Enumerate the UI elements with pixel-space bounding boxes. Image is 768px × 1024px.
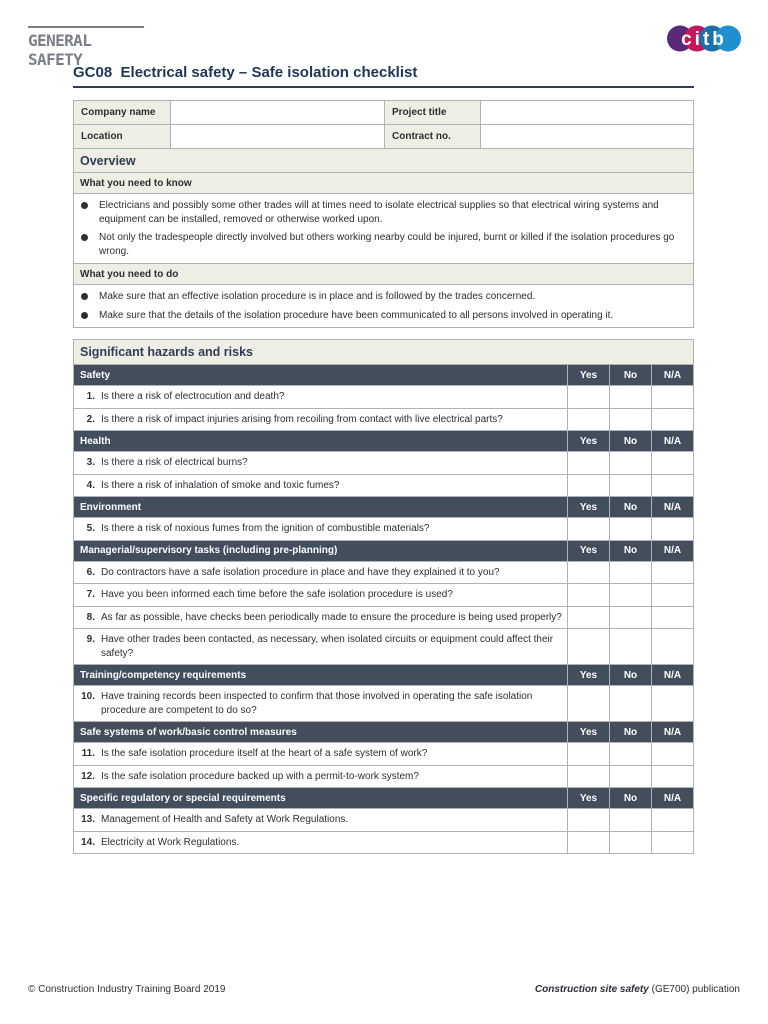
company-name-field[interactable] <box>171 101 385 124</box>
do-heading: What you need to do <box>74 264 693 285</box>
answer-na-checkbox[interactable] <box>651 832 693 854</box>
category-row <box>74 664 693 685</box>
question-number: 13. <box>81 814 95 825</box>
answer-yes-checkbox[interactable] <box>567 475 609 497</box>
answer-na-checkbox[interactable] <box>651 584 693 606</box>
answer-header-yes: Yes <box>567 722 609 742</box>
question-text: As far as possible, have checks been periodically made to ensure the procedure is being used properly? <box>101 611 562 623</box>
publication-title: Construction site safety <box>534 984 649 995</box>
answer-header-na: N/A <box>651 431 693 451</box>
answer-header-no: No <box>609 722 651 742</box>
question <box>74 766 567 788</box>
bullet-icon <box>81 293 88 300</box>
answer-no-checkbox[interactable] <box>609 409 651 431</box>
bullet-icon <box>81 234 88 241</box>
bullet-text: Not only the tradespeople directly involved but others working nearby could be injured, burnt or killed if the isolation procedures go wrong. <box>99 232 675 257</box>
answer-header-no: No <box>609 365 651 385</box>
brand-wordmark: GENERAL SAFETY <box>28 26 144 69</box>
category-row <box>74 721 693 742</box>
question-text: Management of Health and Safety at Work Regulations. <box>101 814 349 825</box>
question <box>74 562 567 584</box>
answer-no-checkbox[interactable] <box>609 743 651 765</box>
question-number: 14. <box>81 836 95 848</box>
answer-no-checkbox[interactable] <box>609 584 651 606</box>
question <box>74 386 567 408</box>
question-number: 4. <box>86 479 95 491</box>
hazards-heading: Significant hazards and risks <box>74 340 693 364</box>
bullet-text: Electricians and possibly some other trades will at times need to isolate electrical supplies so that electrical wiring systems and equipment can be installed, removed or otherwise worked upon. <box>99 200 659 225</box>
know-bullet <box>80 199 685 226</box>
bullet-text: Make sure that the details of the isolation procedure have been communicated to all persons involved in operating it. <box>99 309 614 321</box>
answer-no-checkbox[interactable] <box>609 686 651 721</box>
question-number: 1. <box>86 391 95 402</box>
answer-yes-checkbox[interactable] <box>567 452 609 474</box>
hazards-table <box>73 339 694 854</box>
bullet-text: Make sure that an effective isolation procedure is in place and is followed by the trades concerned. <box>99 291 536 302</box>
answer-header-yes: Yes <box>567 788 609 808</box>
question <box>74 629 567 664</box>
answer-header-na: N/A <box>651 665 693 685</box>
answer-header-yes: Yes <box>567 665 609 685</box>
question-text: Do contractors have a safe isolation procedure in place and have they explained it to you? <box>101 566 500 578</box>
question-row <box>74 517 693 540</box>
company-name-label: Company name <box>74 101 171 124</box>
answer-yes-checkbox[interactable] <box>567 686 609 721</box>
category-name: Training/competency requirements <box>80 669 247 681</box>
question-row <box>74 808 693 831</box>
question-number: 2. <box>86 413 95 425</box>
know-bullet <box>80 231 685 258</box>
answer-header-yes: Yes <box>567 541 609 561</box>
question-text: Is there a risk of noxious fumes from the ignition of combustible materials? <box>101 523 430 534</box>
answer-na-checkbox[interactable] <box>651 743 693 765</box>
question <box>74 518 567 540</box>
question <box>74 809 567 831</box>
category-name: Environment <box>80 501 142 513</box>
overview-heading: Overview <box>74 149 693 173</box>
category-name: Safe systems of work/basic control measures <box>80 726 297 738</box>
answer-no-checkbox[interactable] <box>609 518 651 540</box>
question-text: Have you been informed each time before the safe isolation procedure is used? <box>101 589 453 600</box>
question-number: 5. <box>86 523 95 534</box>
info-row-2 <box>74 125 693 149</box>
question <box>74 409 567 431</box>
publication-suffix: (GE700) publication <box>651 984 740 995</box>
answer-header-no: No <box>609 788 651 808</box>
answer-na-checkbox[interactable] <box>651 607 693 629</box>
question-text: Is the safe isolation procedure itself at the heart of a safe system of work? <box>101 748 428 759</box>
answer-header-na: N/A <box>651 497 693 517</box>
answer-no-checkbox[interactable] <box>609 809 651 831</box>
question-row <box>74 385 693 408</box>
category-row <box>74 496 693 517</box>
answer-na-checkbox[interactable] <box>651 562 693 584</box>
answer-na-checkbox[interactable] <box>651 409 693 431</box>
question <box>74 686 567 721</box>
answer-na-checkbox[interactable] <box>651 475 693 497</box>
category-row <box>74 430 693 451</box>
category-row <box>74 540 693 561</box>
question <box>74 743 567 765</box>
answer-yes-checkbox[interactable] <box>567 832 609 854</box>
answer-header-na: N/A <box>651 722 693 742</box>
answer-na-checkbox[interactable] <box>651 766 693 788</box>
know-heading: What you need to know <box>74 173 693 194</box>
question-number: 8. <box>86 611 95 623</box>
answer-header-na: N/A <box>651 788 693 808</box>
answer-header-na: N/A <box>651 541 693 561</box>
answer-yes-checkbox[interactable] <box>567 409 609 431</box>
question-row <box>74 606 693 629</box>
answer-no-checkbox[interactable] <box>609 766 651 788</box>
answer-header-na: N/A <box>651 365 693 385</box>
question-row <box>74 408 693 431</box>
question-row <box>74 583 693 606</box>
category-name: Health <box>80 435 111 447</box>
answer-yes-checkbox[interactable] <box>567 386 609 408</box>
do-list <box>74 285 693 327</box>
answer-yes-checkbox[interactable] <box>567 518 609 540</box>
category-row <box>74 787 693 808</box>
answer-no-checkbox[interactable] <box>609 607 651 629</box>
location-field[interactable] <box>171 125 385 148</box>
answer-header-yes: Yes <box>567 365 609 385</box>
answer-no-checkbox[interactable] <box>609 562 651 584</box>
copyright: © Construction Industry Training Board 2019 <box>28 984 226 995</box>
answer-yes-checkbox[interactable] <box>567 766 609 788</box>
question <box>74 475 567 497</box>
location-label: Location <box>74 125 171 148</box>
question-text: Is there a risk of inhalation of smoke and toxic fumes? <box>101 479 340 491</box>
question-number: 9. <box>86 634 95 645</box>
answer-no-checkbox[interactable] <box>609 452 651 474</box>
question-number: 6. <box>86 566 95 578</box>
answer-header-no: No <box>609 665 651 685</box>
doc-title-text: Electrical safety – Safe isolation checklist <box>120 64 418 81</box>
question-number: 3. <box>86 457 95 468</box>
answer-header-no: No <box>609 497 651 517</box>
answer-na-checkbox[interactable] <box>651 452 693 474</box>
question-number: 10. <box>81 691 95 702</box>
question-text: Is the safe isolation procedure backed up with a permit-to-work system? <box>101 770 419 782</box>
question <box>74 832 567 854</box>
category-name: Managerial/supervisory tasks (including pre-planning) <box>80 545 338 556</box>
question-number: 11. <box>81 748 95 759</box>
question-text: Is there a risk of electrocution and death? <box>101 391 285 402</box>
question-row <box>74 451 693 474</box>
answer-yes-checkbox[interactable] <box>567 607 609 629</box>
answer-yes-checkbox[interactable] <box>567 629 609 664</box>
publication-note <box>535 984 740 995</box>
question <box>74 607 567 629</box>
question-row <box>74 561 693 584</box>
bullet-icon <box>81 312 88 319</box>
question-text: Electricity at Work Regulations. <box>101 836 240 848</box>
category-name: Specific regulatory or special requirements <box>80 792 286 804</box>
project-title-field[interactable] <box>481 101 693 124</box>
question-row <box>74 765 693 788</box>
answer-yes-checkbox[interactable] <box>567 809 609 831</box>
answer-na-checkbox[interactable] <box>651 518 693 540</box>
do-bullet <box>80 290 685 304</box>
contract-no-label: Contract no. <box>385 125 481 148</box>
doc-code: GC08 <box>73 64 113 81</box>
bullet-icon <box>81 202 88 209</box>
question-row <box>74 831 693 854</box>
question-text: Is there a risk of impact injuries arising from recoiling from contact with live electrical parts? <box>101 413 503 425</box>
contract-no-field[interactable] <box>481 125 693 148</box>
question <box>74 584 567 606</box>
answer-no-checkbox[interactable] <box>609 386 651 408</box>
do-bullet <box>80 309 685 323</box>
info-block <box>73 100 694 328</box>
question-row <box>74 474 693 497</box>
question-number: 12. <box>81 770 95 782</box>
document-title <box>73 64 694 88</box>
question-text: Have other trades been contacted, as necessary, when isolated circuits or equipment could affect their safety? <box>101 634 554 659</box>
answer-no-checkbox[interactable] <box>609 832 651 854</box>
category-row <box>74 364 693 385</box>
know-list <box>74 194 693 264</box>
answer-no-checkbox[interactable] <box>609 629 651 664</box>
category-name: Safety <box>80 369 111 381</box>
answer-na-checkbox[interactable] <box>651 629 693 664</box>
question <box>74 452 567 474</box>
question-row <box>74 628 693 664</box>
question-number: 7. <box>86 589 95 600</box>
answer-na-checkbox[interactable] <box>651 809 693 831</box>
info-row-1 <box>74 101 693 125</box>
question-text: Have training records been inspected to confirm that those involved in operating the safe isolation procedure are competent to do so? <box>101 691 533 716</box>
answer-na-checkbox[interactable] <box>651 386 693 408</box>
logo-text: citb <box>681 29 727 50</box>
citb-logo <box>667 25 741 52</box>
answer-yes-checkbox[interactable] <box>567 743 609 765</box>
answer-header-no: No <box>609 431 651 451</box>
answer-no-checkbox[interactable] <box>609 475 651 497</box>
answer-header-no: No <box>609 541 651 561</box>
answer-header-yes: Yes <box>567 497 609 517</box>
question-row <box>74 742 693 765</box>
answer-yes-checkbox[interactable] <box>567 584 609 606</box>
project-title-label: Project title <box>385 101 481 124</box>
answer-na-checkbox[interactable] <box>651 686 693 721</box>
question-text: Is there a risk of electrical burns? <box>101 457 248 468</box>
question-row <box>74 685 693 721</box>
answer-yes-checkbox[interactable] <box>567 562 609 584</box>
answer-header-yes: Yes <box>567 431 609 451</box>
